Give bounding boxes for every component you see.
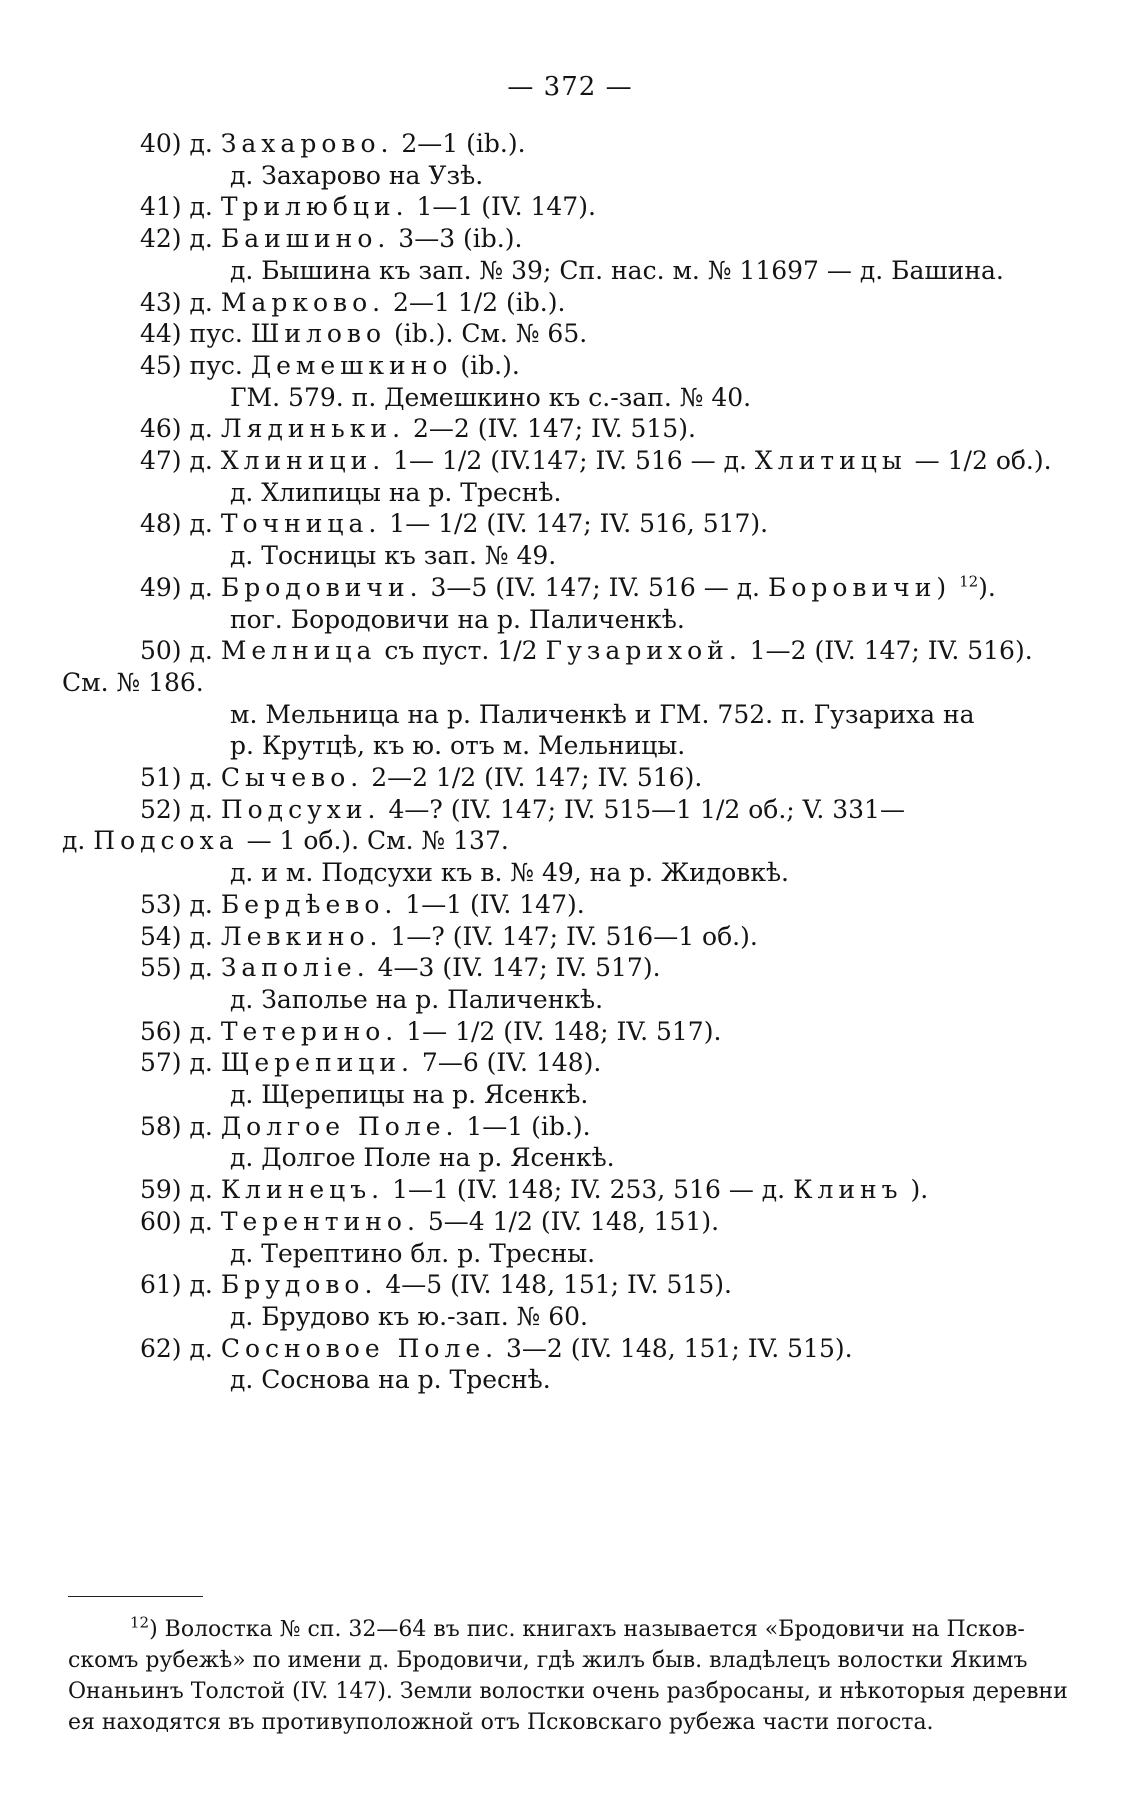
settlement-name: Демешкино <box>250 350 453 380</box>
entry-number: 47) <box>140 446 182 475</box>
footnote-text: скомъ рубежѣ» по имени д. Бродовичи, гдѣ жилъ быв. владѣлецъ волостки Якимъ <box>68 1648 1028 1673</box>
modern-location-line <box>230 382 751 414</box>
entry-number: 41) <box>140 192 182 222</box>
settlement-type: д. <box>189 129 213 158</box>
settlement-name: Шилово <box>250 319 387 349</box>
entry-text: 5—4 <box>427 1206 485 1236</box>
entry-line <box>140 762 702 794</box>
entry-text: 2—2 (IV. 147; IV. 515). <box>412 414 696 444</box>
fraction: 1/2 <box>438 509 479 539</box>
modern-location-line <box>230 1079 588 1111</box>
entry-line <box>140 128 526 160</box>
entry-text: 1—1 (ib.). <box>466 1111 591 1141</box>
settlement-type: д. <box>189 636 213 666</box>
fraction: 1/2 <box>457 287 499 317</box>
entry-text: съ пуст. <box>384 636 490 666</box>
fraction: 1/2 <box>700 794 741 824</box>
modern-location-text: д. Тосницы къ зап. № 49. <box>230 541 557 571</box>
modern-location-line <box>230 255 1004 287</box>
modern-location-line <box>230 730 685 762</box>
entry-text: 1—1 (IV. 147). <box>416 192 596 222</box>
modern-location-text: м. Мельница на р. Паличенкѣ и ГМ. 752. п. Гузариха на <box>230 699 975 729</box>
settlement-name: Сосновое Поле. <box>220 1333 499 1363</box>
settlement-name-alt: Боровичи) <box>767 572 952 602</box>
settlement-type: д. <box>189 1048 213 1078</box>
entry-line <box>140 1333 853 1365</box>
entry-text: 2—2 <box>371 763 429 792</box>
settlement-name: Бродовичи. <box>220 572 423 602</box>
entry-line <box>140 223 522 255</box>
entry-text: (ib.). См. № 65. <box>394 319 588 349</box>
settlement-type: д. <box>189 446 213 475</box>
fraction: 1/2 <box>492 1206 533 1236</box>
modern-location-line <box>230 160 483 192</box>
modern-location-text: д. Долгое Поле на р. Ясенкѣ. <box>230 1143 615 1173</box>
settlement-type: д. <box>189 572 213 602</box>
settlement-type: д. <box>189 287 213 317</box>
settlement-name: Тетерино. <box>220 1016 399 1046</box>
settlement-type: д. <box>189 794 213 824</box>
entry-number: 50) <box>140 636 182 666</box>
entry-text: (IV. 147; IV. 516). <box>814 636 1033 666</box>
settlement-name: Щерепици. <box>220 1048 414 1078</box>
settlement-name: Подсухи. <box>220 794 381 824</box>
settlement-type: д. <box>189 1333 213 1363</box>
entry-number: 51) <box>140 763 182 792</box>
modern-location-line <box>230 604 685 636</box>
entry-text: — <box>914 446 940 475</box>
entry-number: 54) <box>140 921 182 951</box>
entry-text: (ib.). <box>460 350 520 380</box>
modern-location-text: ГМ. 579. п. Демешкино къ с.-зап. № 40. <box>230 382 752 412</box>
entry-line <box>140 191 596 223</box>
modern-location-text: д. Терептино бл. р. Тресны. <box>230 1238 596 1268</box>
entry-text: (IV.147; IV. 516 — д. <box>490 446 747 475</box>
settlement-name: Хлиници. <box>220 446 386 475</box>
modern-location-line <box>230 1142 615 1174</box>
entry-line <box>140 445 1052 477</box>
settlement-type: д. <box>189 1270 213 1300</box>
modern-location-line <box>230 699 975 731</box>
settlement-name: Лядиньки. <box>220 414 406 444</box>
settlement-name: Подсоха <box>93 826 239 856</box>
footnote-rule <box>68 1596 203 1597</box>
entry-text: 7—6 (IV. 148). <box>421 1048 602 1078</box>
settlement-name: Бердѣево. <box>220 889 398 919</box>
entry-text: 4—3 (IV. 147; IV. 517). <box>377 953 661 983</box>
entry-text: ). <box>978 572 996 602</box>
settlement-type: д. <box>189 1111 213 1141</box>
entry-text: 3—3 (ib.). <box>398 224 523 254</box>
footnote-line <box>68 1646 1028 1676</box>
entry-text: 1—2 <box>749 636 807 666</box>
entry-number: 42) <box>140 224 182 254</box>
modern-location-text: пог. Бородовичи на р. Паличенкѣ. <box>230 604 685 634</box>
entry-text: 1— <box>406 1016 448 1046</box>
entry-text: 1— <box>389 509 431 539</box>
settlement-name: Захарово. <box>220 129 394 158</box>
settlement-name: Сычево. <box>220 763 364 792</box>
settlement-name: Долгое Поле. <box>220 1111 459 1141</box>
entry-number: 52) <box>140 794 182 824</box>
modern-location-line <box>230 540 556 572</box>
entry-text: 2—1 (ib.). <box>401 129 526 158</box>
entry-text: ). <box>910 1175 929 1205</box>
entry-line <box>140 1047 601 1079</box>
entry-number: 56) <box>140 1016 182 1046</box>
settlement-type: д. <box>189 763 213 792</box>
modern-location-line <box>230 477 561 509</box>
entry-text: — 1 об.). См. № 137. <box>246 826 509 856</box>
entry-line <box>140 1269 732 1301</box>
entry-line <box>140 287 565 319</box>
entry-number: 48) <box>140 509 182 539</box>
entry-text: 1—1 (IV. 147). <box>405 889 585 919</box>
entry-number: 45) <box>140 350 182 380</box>
continuation-text: См. № 186. <box>62 667 204 697</box>
entry-line <box>140 889 585 921</box>
entry-line <box>140 1016 721 1048</box>
entry-line <box>140 1111 591 1143</box>
entry-line <box>140 318 587 350</box>
modern-location-line <box>230 984 603 1016</box>
fraction: 1/2 <box>455 1016 496 1046</box>
modern-location-text: д. Заполье на р. Паличенкѣ. <box>230 984 604 1014</box>
modern-location-text: д. Хлипицы на р. Треснѣ. <box>230 477 562 507</box>
entry-number: 58) <box>140 1111 182 1141</box>
fraction: 1/2 <box>947 446 988 475</box>
settlement-name: Клинецъ. <box>220 1175 385 1205</box>
entry-number: 62) <box>140 1333 182 1363</box>
entry-text: об.). <box>995 446 1052 475</box>
entry-number: 59) <box>140 1175 182 1205</box>
entry-line <box>140 1174 928 1206</box>
settlement-type: д. <box>189 192 213 222</box>
footnote-ref: 12 <box>959 572 979 591</box>
continuation-line <box>62 667 204 699</box>
entry-text: 3—2 (IV. 148, 151; IV. 515). <box>506 1333 853 1363</box>
settlement-type: д. <box>189 921 213 951</box>
modern-location-text: р. Крутцѣ, къ ю. отъ м. Мельницы. <box>230 731 686 761</box>
settlement-type: д. <box>189 224 213 254</box>
footnote-line <box>130 1615 1025 1645</box>
settlement-name: Терентино. <box>220 1206 420 1236</box>
settlement-name: Брудово. <box>220 1270 378 1300</box>
continuation-line <box>62 825 509 857</box>
entry-text: (IV. 147; IV. 516). <box>484 763 703 792</box>
settlement-type: пус. <box>189 350 243 380</box>
entry-line <box>140 921 758 953</box>
entry-number: 46) <box>140 414 182 444</box>
settlement-name-alt: Хлитицы <box>754 446 907 475</box>
settlement-name: Баишино. <box>220 224 391 254</box>
entry-text: 2—1 <box>393 287 450 317</box>
entry-text: (IV. 148, 151). <box>540 1206 720 1236</box>
modern-location-text: д. Соснова на р. Треснѣ. <box>230 1365 551 1395</box>
settlement-name: Мелница <box>220 636 377 666</box>
fraction: 1/2 <box>435 763 477 792</box>
settlement-name: Трилюбци. <box>220 192 409 222</box>
entry-text: (IV. 148; IV. 517). <box>503 1016 722 1046</box>
settlement-name: Марково. <box>220 287 386 317</box>
modern-location-text: д. Захарово на Узѣ. <box>230 160 484 190</box>
modern-location-line <box>230 1364 551 1396</box>
entry-line <box>140 350 520 382</box>
entry-number: 40) <box>140 129 182 158</box>
settlement-name: Левкино. <box>220 921 383 951</box>
modern-location-text: д. Щерепицы на р. Ясенкѣ. <box>230 1080 589 1109</box>
entry-line <box>140 635 1033 667</box>
entry-text: (IV. 147; IV. 516, 517). <box>486 509 769 539</box>
settlement-type: д. <box>189 953 213 983</box>
entry-text: 4—5 (IV. 148, 151; IV. 515). <box>385 1270 732 1300</box>
modern-location-text: д. Бышина къ зап. № 39; Сп. нас. м. № 11697 — д. Башина. <box>230 255 1004 285</box>
modern-location-line <box>230 857 789 889</box>
settlement-type: д. <box>189 889 213 919</box>
settlement-type: пус. <box>189 319 243 349</box>
footnote-text: ) Волостка № сп. 32—64 въ пис. книгахъ называется «Бродовичи на Псков- <box>149 1617 1025 1642</box>
footnote-text: ея находятся въ противуположной отъ Псковскаго рубежа части погоста. <box>68 1710 934 1735</box>
fraction: 1/2 <box>442 446 483 475</box>
settlement-type: д. <box>189 1016 213 1046</box>
entry-line <box>140 572 996 604</box>
settlement-type: д. <box>189 509 213 539</box>
entry-number: 60) <box>140 1206 182 1236</box>
entry-text: (ib.). <box>506 287 566 317</box>
settlement-name-alt: Клинъ <box>793 1175 903 1205</box>
entry-line <box>140 1206 719 1238</box>
entry-text: об.; V. 331— <box>748 794 905 824</box>
footnote-mark: 12 <box>130 1613 150 1632</box>
entry-number: 57) <box>140 1048 182 1078</box>
settlement-name: Заполіе. <box>220 953 370 983</box>
modern-location-line <box>230 1238 595 1270</box>
entry-line <box>140 508 768 540</box>
modern-location-text: д. Брудово къ ю.-зап. № 60. <box>230 1301 588 1331</box>
entry-number: 53) <box>140 889 182 919</box>
footnote-text: Онаньинъ Толстой (IV. 147). Земли волостки очень разбросаны, и нѣкоторыя деревни <box>68 1679 1068 1704</box>
entry-number: 61) <box>140 1270 182 1300</box>
footnote-line <box>68 1677 1068 1707</box>
modern-location-text: д. и м. Подсухи къ в. № 49, на р. Жидовкѣ. <box>230 858 789 888</box>
entry-number: 43) <box>140 287 182 317</box>
settlement-type: д. <box>189 1206 213 1236</box>
entry-text: 4—? (IV. 147; IV. 515—1 <box>388 794 693 824</box>
footnote-line <box>68 1708 934 1738</box>
settlement-type: д. <box>189 414 213 444</box>
settlement-name: Точница. <box>220 509 382 539</box>
entry-line <box>140 952 661 984</box>
entry-line <box>140 413 696 445</box>
entry-number: 49) <box>140 572 182 602</box>
page-number: — 372 — <box>507 72 633 102</box>
entry-text: 3—5 (IV. 147; IV. 516 — д. <box>430 572 760 602</box>
settlement-name-alt: Гузарихой. <box>545 636 742 666</box>
entry-line <box>140 794 905 826</box>
entry-number: 44) <box>140 319 182 349</box>
modern-location-line <box>230 1301 588 1333</box>
entry-number: 55) <box>140 953 182 983</box>
entry-text: 1—1 (IV. 148; IV. 253, 516 — д. <box>392 1175 786 1205</box>
fraction: 1/2 <box>497 636 538 666</box>
entry-text: 1—? (IV. 147; IV. 516—1 об.). <box>390 921 758 951</box>
entry-text: 1— <box>393 446 435 475</box>
continuation-text: д. <box>62 826 86 856</box>
settlement-type: д. <box>189 1175 213 1205</box>
